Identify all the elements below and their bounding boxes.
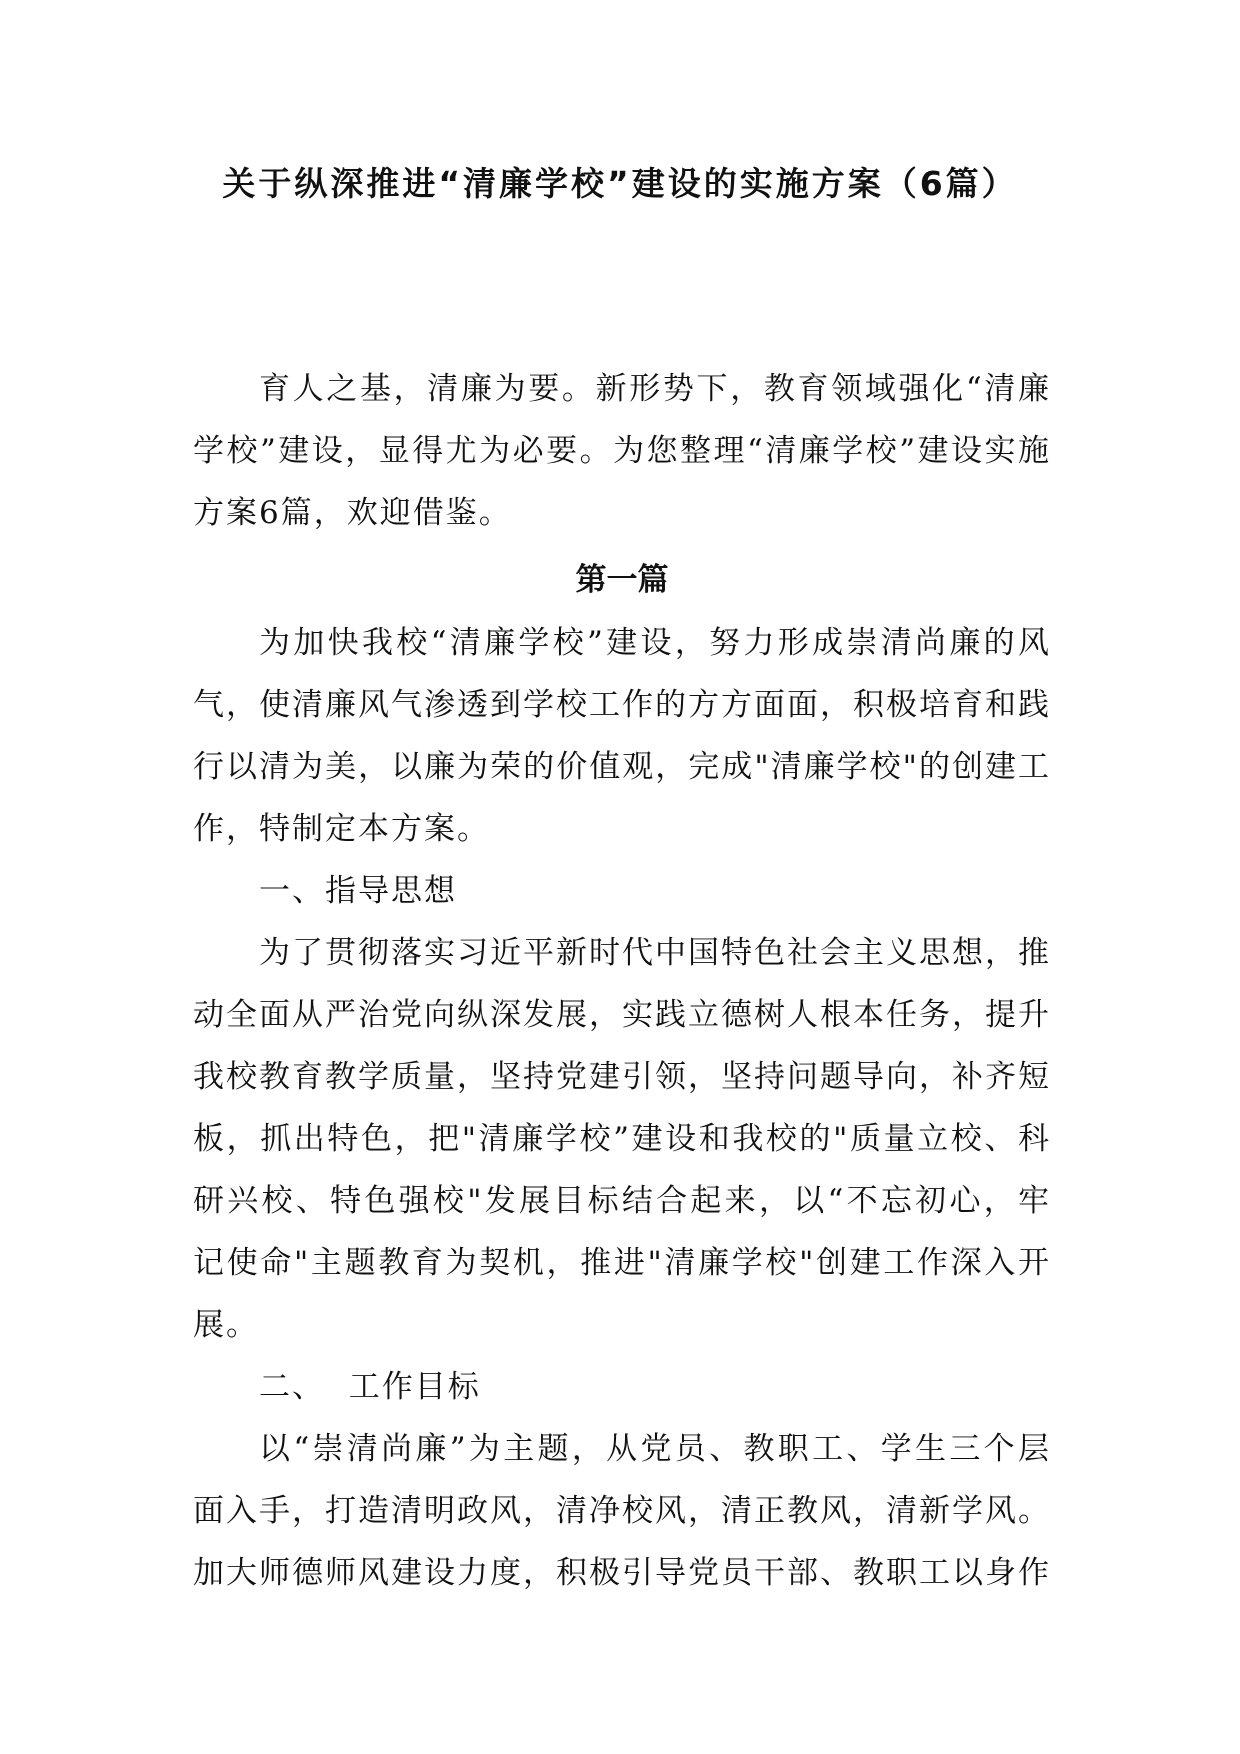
guiding-ideology-paragraph: 为了贯彻落实习近平新时代中国特色社会主义思想，推动全面从严治党向纵深发展，实践立德树人根本任务，提升我校教育教学质量，坚持党建引领，坚持问题导向，补齐短板，抓出特色，把"清廉学校”建设和我校的"质量立校、科研兴校、特色强校"发展目标结合起来，以“不忘初心，牢记使命"主题教育为契机，推进"清廉学校"创建工作深入开展。 <box>193 935 1051 1343</box>
section-heading-guiding-ideology: 一、指导思想 <box>259 873 457 909</box>
document-body <box>193 358 1051 1604</box>
section-heading-work-goals: 二、 工作目标 <box>259 1369 481 1405</box>
part-heading: 第一篇 <box>575 562 669 598</box>
intro-paragraph: 育人之基，清廉为要。新形势下，教育领域强化“清廉学校”建设，显得尤为必要。为您整理“清廉学校”建设实施方案6篇，欢迎借鉴。 <box>193 371 1051 531</box>
document-title: 关于纵深推进“清廉学校”建设的实施方案（6篇） <box>222 164 1018 203</box>
part1-opening-paragraph: 为加快我校“清廉学校”建设，努力形成崇清尚廉的风气，使清廉风气渗透到学校工作的方方面面，积极培育和践行以清为美，以廉为荣的价值观，完成"清廉学校"的创建工作，特制定本方案。 <box>193 625 1051 847</box>
work-goals-paragraph: 以“崇清尚廉”为主题，从党员、教职工、学生三个层面入手，打造清明政风，清净校风，清正教风，清新学风。加大师德师风建设力度，积极引导党员干部、教职工以身作 <box>193 1431 1051 1591</box>
